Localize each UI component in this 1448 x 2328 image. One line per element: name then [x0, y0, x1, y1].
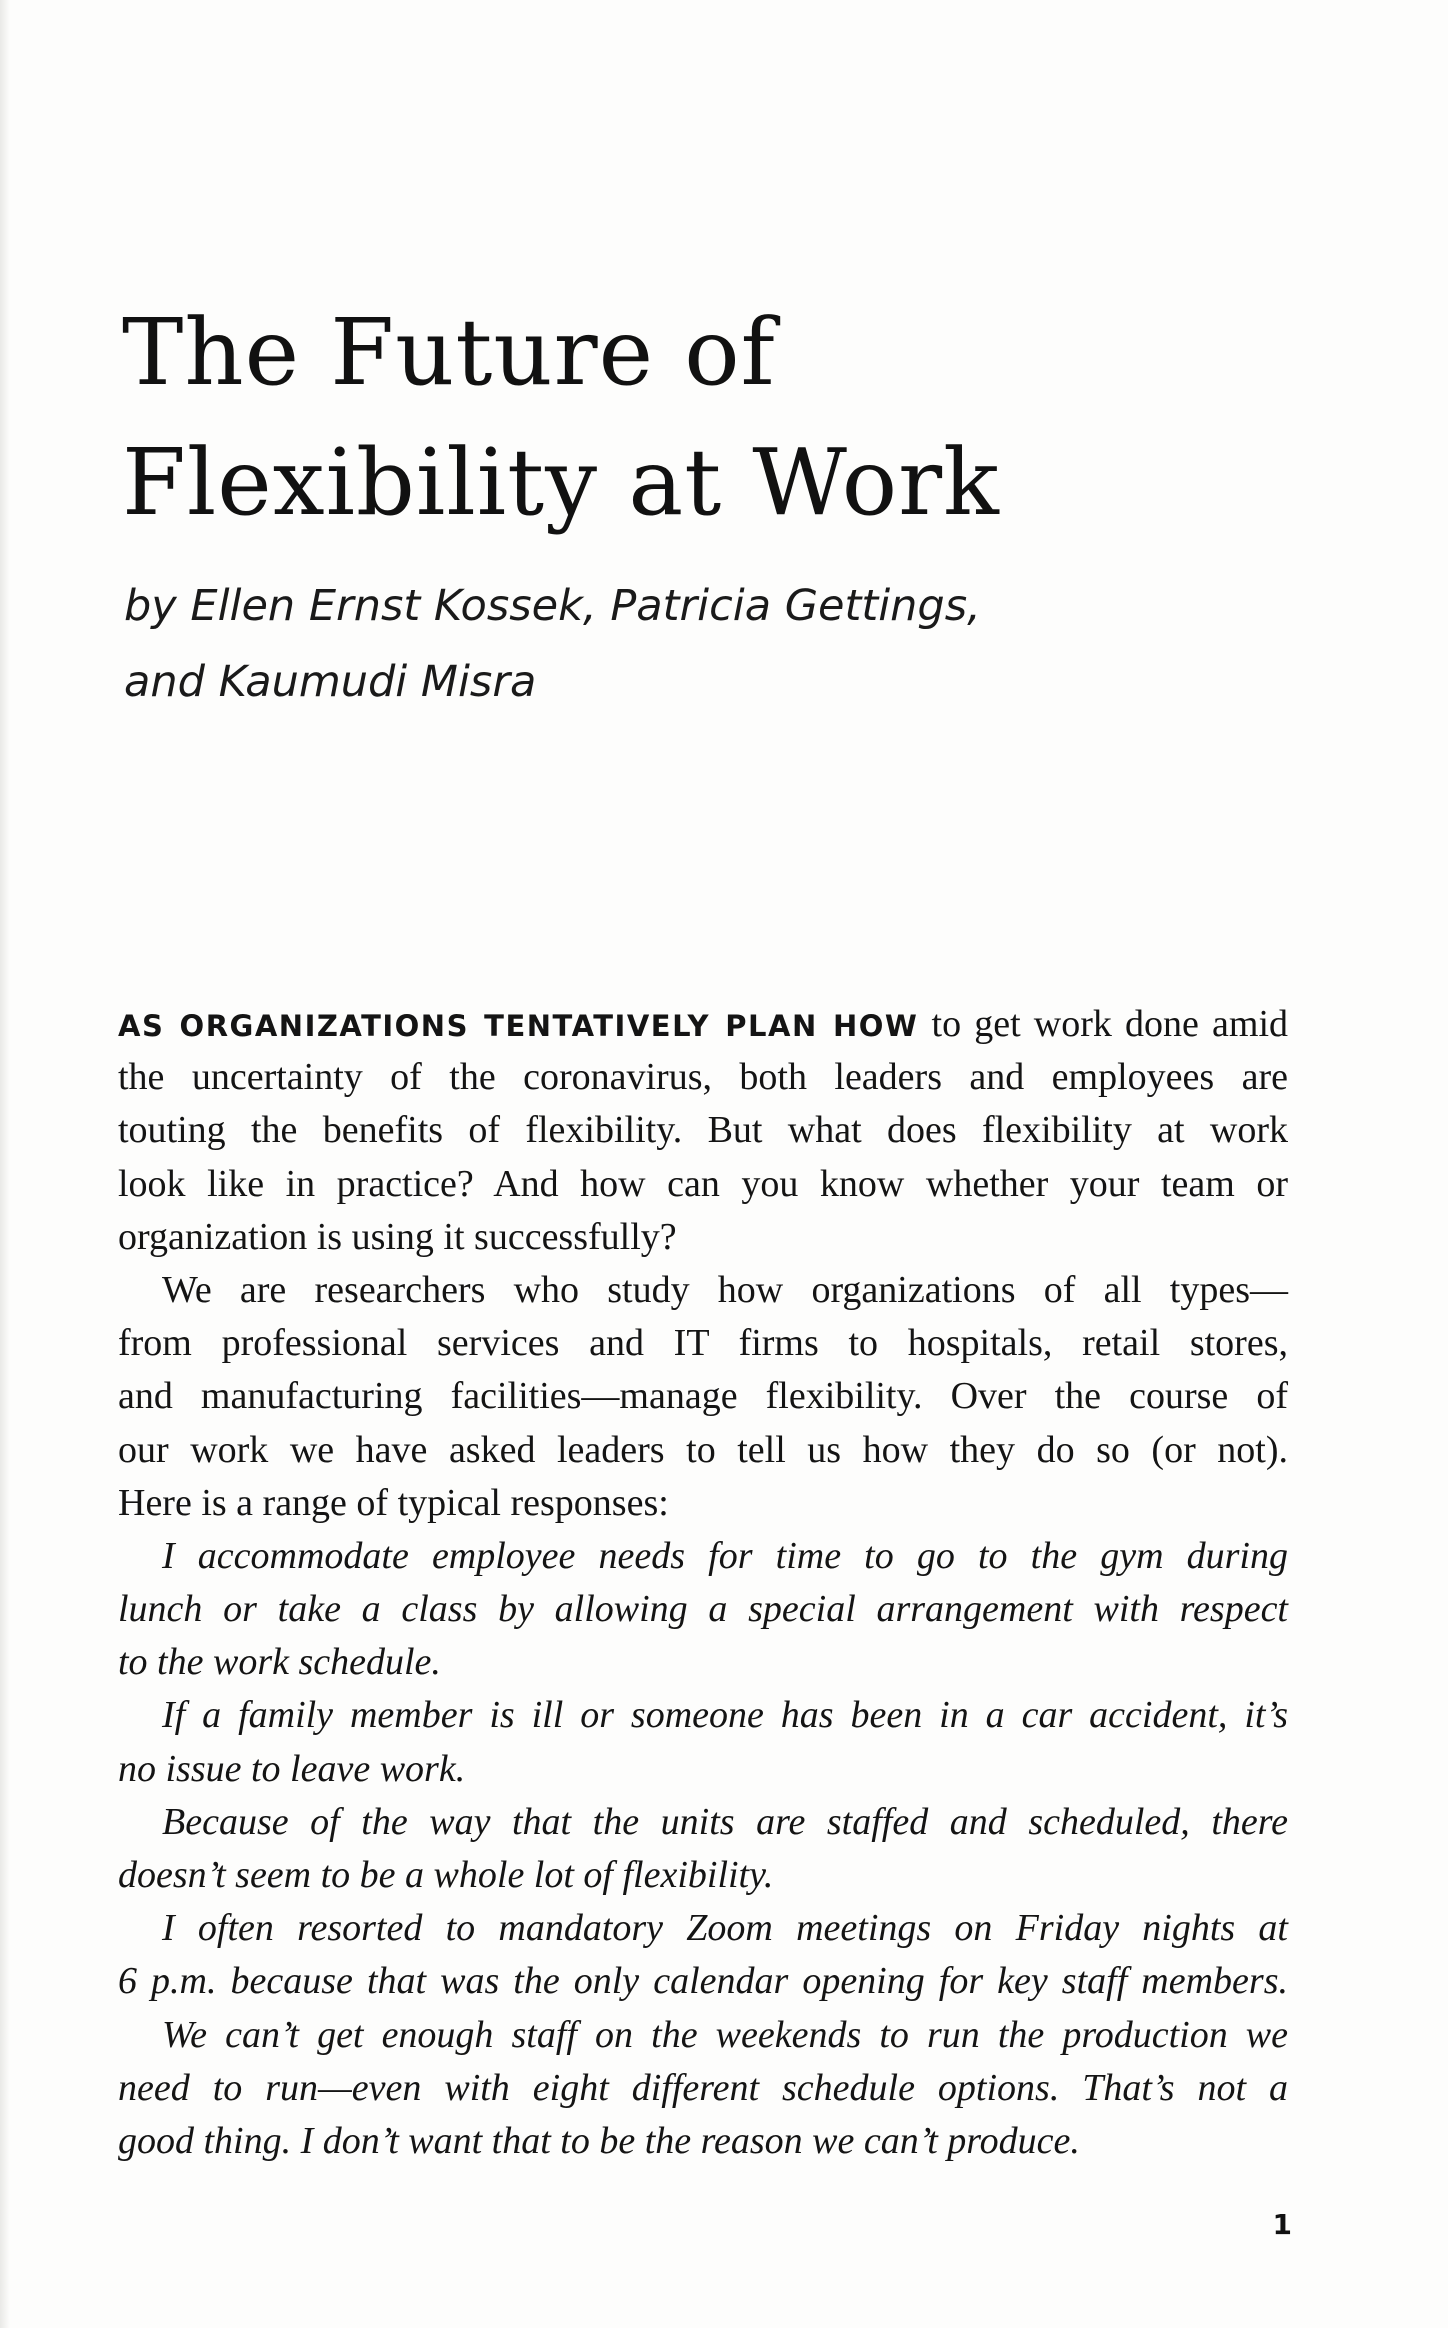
author-byline [124, 568, 981, 720]
quote-line: If a family member is ill or someone has been in a car accident, it’s [162, 1694, 1288, 1737]
body-line: look like in practice? And how can you know whether your team or [118, 1162, 1288, 1205]
body-line: touting the benefits of flexibility. But what does flexibility at work [118, 1109, 1288, 1152]
quote-line: 6 p.m. because that was the only calendar opening for key staff members. [118, 1960, 1288, 2003]
quote-line: no issue to leave work. [118, 1747, 466, 1790]
quote-line: doesn’t seem to be a whole lot of flexibility. [118, 1854, 774, 1896]
lead-in: AS ORGANIZATIONS TENTATIVELY PLAN HOW [118, 1009, 919, 1043]
article-body [118, 998, 1288, 2168]
quote-line: to the work schedule. [118, 1641, 441, 1684]
body-line: our work we have asked leaders to tell us how they do so (or not). [118, 1428, 1288, 1471]
body-line-text: to get work done amid [931, 1003, 1288, 1045]
quote-line: good thing. I don’t want that to be the reason we can’t produce. [118, 2119, 1080, 2162]
quote-line: We can’t get enough staff on the weekends to run the production we [162, 2013, 1288, 2056]
body-line: from professional services and IT firms to hospitals, retail stores, [118, 1322, 1288, 1365]
quote-line: I often resorted to mandatory Zoom meetings on Friday nights at [162, 1907, 1288, 1950]
byline-line: by Ellen Ernst Kossek, Patricia Gettings, [124, 581, 981, 631]
body-line: and manufacturing facilities—manage flexibility. Over the course of [118, 1375, 1288, 1418]
quote-line: need to run—even with eight different schedule options. That’s not a [118, 2066, 1288, 2109]
body-line: We are researchers who study how organizations of all types— [162, 1268, 1288, 1311]
title-line: The Future of [122, 299, 776, 406]
article-title [122, 288, 1000, 548]
byline-line: and Kaumudi Misra [124, 657, 537, 707]
quote-line: lunch or take a class by allowing a special arrangement with respect [118, 1588, 1288, 1631]
quote-line: Because of the way that the units are staffed and scheduled, there [162, 1800, 1288, 1843]
body-line: the uncertainty of the coronavirus, both leaders and employees are [118, 1056, 1288, 1099]
title-line: Flexibility at Work [122, 429, 1000, 536]
body-line [118, 998, 1288, 1051]
quote-line: I accommodate employee needs for time to go to the gym during [162, 1534, 1288, 1577]
page-binding-edge [0, 0, 10, 2328]
body-line: Here is a range of typical responses: [118, 1481, 669, 1524]
body-line: organization is using it successfully? [118, 1215, 677, 1258]
page-number: 1 [1272, 2208, 1292, 2241]
